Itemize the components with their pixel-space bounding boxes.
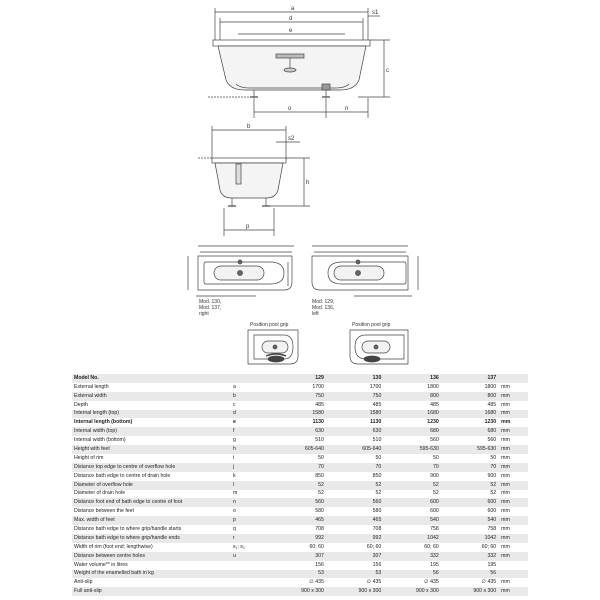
row-symbol: o (231, 507, 269, 516)
plan-captions (199, 299, 391, 328)
row-label: Width of rim (foot end; lengthwise) (72, 543, 231, 552)
row-label: Height with feet (72, 445, 231, 454)
dim-label-c: c (386, 68, 389, 74)
row-value-137: 800 (441, 392, 498, 401)
row-value-136: 52 (383, 481, 440, 490)
row-value-137: 600 (441, 507, 498, 516)
row-value-129: 50 (269, 454, 326, 463)
table-row (72, 401, 528, 410)
row-label: Internal length (top) (72, 410, 231, 419)
table-header-row (72, 374, 528, 383)
header-unit (498, 374, 528, 383)
table-row (72, 498, 528, 507)
row-value-129: 52 (269, 481, 326, 490)
row-label: Anti-slip (72, 578, 231, 587)
row-value-129: 900 x 300 (269, 587, 326, 596)
row-value-136: 600 (383, 507, 440, 516)
row-value-129: 1700 (269, 383, 326, 392)
row-value-137: 900 x 300 (441, 587, 498, 596)
row-value-129: 580 (269, 507, 326, 516)
row-symbol: u (231, 552, 269, 561)
row-value-136: 560 (383, 436, 440, 445)
row-value-136: 1680 (383, 410, 440, 419)
row-symbol: r (231, 534, 269, 543)
table-row (72, 587, 528, 596)
row-value-137: 540 (441, 516, 498, 525)
row-unit: mm (498, 507, 528, 516)
row-label: Diameter of drain hole (72, 490, 231, 499)
table-row (72, 454, 528, 463)
row-unit: mm (498, 534, 528, 543)
row-value-130: 52 (326, 490, 383, 499)
row-symbol: j (231, 463, 269, 472)
row-symbol: e (231, 418, 269, 427)
table-row (72, 543, 528, 552)
row-label: External length (72, 383, 231, 392)
row-symbol: a (231, 383, 269, 392)
row-label: Internal length (bottom) (72, 418, 231, 427)
row-value-137: 485 (441, 401, 498, 410)
row-value-136: 600 (383, 498, 440, 507)
header-model-136: 136 (383, 374, 440, 383)
row-symbol: b (231, 392, 269, 401)
row-symbol: f (231, 427, 269, 436)
row-unit: mm (498, 587, 528, 596)
grip-caption-2: Position pool grip (352, 322, 391, 328)
row-label: Depth (72, 401, 231, 410)
row-label: Weight of the enamelled bath in kg (72, 570, 231, 579)
row-value-136: 595-630 (383, 445, 440, 454)
table-row (72, 383, 528, 392)
row-label: Full anti-slip (72, 587, 231, 596)
row-value-129: 156 (269, 561, 326, 570)
row-value-129: ∅ 435 (269, 578, 326, 587)
dim-label-a: a (291, 6, 295, 12)
row-value-137: 595-630 (441, 445, 498, 454)
row-value-136: 540 (383, 516, 440, 525)
dim-label-s2: s2 (288, 136, 295, 142)
row-symbol: i (231, 454, 269, 463)
row-value-130: 1130 (326, 418, 383, 427)
row-label: Distance between centre holes (72, 552, 231, 561)
row-symbol: h (231, 445, 269, 454)
table-row (72, 392, 528, 401)
table-row (72, 445, 528, 454)
row-value-136: 1230 (383, 418, 440, 427)
row-symbol: m (231, 490, 269, 499)
row-value-137: 1680 (441, 410, 498, 419)
table-row (72, 490, 528, 499)
table-row (72, 427, 528, 436)
row-symbol (231, 561, 269, 570)
row-value-130: 50 (326, 454, 383, 463)
row-value-130: 510 (326, 436, 383, 445)
table-row (72, 472, 528, 481)
row-value-130: 1580 (326, 410, 383, 419)
row-value-137: 1042 (441, 534, 498, 543)
row-value-129: 60; 60 (269, 543, 326, 552)
row-value-130: 708 (326, 525, 383, 534)
table-row (72, 436, 528, 445)
row-unit: mm (498, 445, 528, 454)
grip-caption-1: Position pool grip (250, 322, 289, 328)
row-value-136: 50 (383, 454, 440, 463)
row-value-130: 1700 (326, 383, 383, 392)
row-unit: mm (498, 552, 528, 561)
row-value-136: 332 (383, 552, 440, 561)
row-value-137: 332 (441, 552, 498, 561)
row-value-137: 1230 (441, 418, 498, 427)
dim-label-o: o (288, 106, 292, 112)
row-label: Water volume** in litres (72, 561, 231, 570)
row-value-136: 56 (383, 570, 440, 579)
row-value-136: 52 (383, 490, 440, 499)
row-symbol: g (231, 436, 269, 445)
dim-label-d: d (289, 16, 293, 22)
row-value-137: 70 (441, 463, 498, 472)
table-row (72, 481, 528, 490)
table-row (72, 552, 528, 561)
row-value-136: 900 (383, 472, 440, 481)
row-symbol: c (231, 401, 269, 410)
row-value-130: 560 (326, 498, 383, 507)
row-symbol: p (231, 516, 269, 525)
row-value-137: 758 (441, 525, 498, 534)
row-unit: mm (498, 463, 528, 472)
row-value-129: 485 (269, 401, 326, 410)
grip-position-left (350, 330, 408, 364)
dim-label-s1: s1 (372, 10, 379, 16)
row-value-129: 992 (269, 534, 326, 543)
row-symbol: q (231, 525, 269, 534)
row-unit: mm (498, 490, 528, 499)
row-value-129: 52 (269, 490, 326, 499)
header-symbol (231, 374, 269, 383)
row-label: Distance bath edge to centre of drain hole (72, 472, 231, 481)
row-label: Distance bath edge to where grip/handle starts (72, 525, 231, 534)
row-unit: mm (498, 418, 528, 427)
row-value-130: 465 (326, 516, 383, 525)
row-label: Diameter of overflow hole (72, 481, 231, 490)
table-row (72, 570, 528, 579)
row-value-130: 605-640 (326, 445, 383, 454)
row-label: Distance top edge to centre of overflow hole (72, 463, 231, 472)
row-unit: mm (498, 383, 528, 392)
row-value-136: 900 x 300 (383, 587, 440, 596)
row-symbol: k (231, 472, 269, 481)
header-model-130: 130 (326, 374, 383, 383)
row-value-136: 1042 (383, 534, 440, 543)
row-value-136: 60; 60 (383, 543, 440, 552)
table-row (72, 525, 528, 534)
row-label: Distance bath edge to where grip/handle ends (72, 534, 231, 543)
row-unit: mm (498, 498, 528, 507)
row-value-130: ∅ 435 (326, 578, 383, 587)
row-value-130: 70 (326, 463, 383, 472)
row-value-130: 850 (326, 472, 383, 481)
plan-view-left (312, 246, 418, 296)
row-symbol: d (231, 410, 269, 419)
table-row (72, 463, 528, 472)
row-label: Internal width (bottom) (72, 436, 231, 445)
table-row (72, 507, 528, 516)
dim-label-e: e (289, 28, 293, 34)
row-unit: mm (498, 543, 528, 552)
caption-right-line1: Mod. 130, (199, 299, 222, 305)
row-value-137: 680 (441, 427, 498, 436)
row-symbol (231, 570, 269, 579)
row-label: Height of rim (72, 454, 231, 463)
side-view-drawing (208, 8, 390, 118)
row-unit (498, 570, 528, 579)
row-value-137: 195 (441, 561, 498, 570)
row-value-129: 708 (269, 525, 326, 534)
row-value-130: 485 (326, 401, 383, 410)
row-unit: mm (498, 392, 528, 401)
table-row (72, 418, 528, 427)
row-value-130: 580 (326, 507, 383, 516)
table-row (72, 561, 528, 570)
row-value-129: 53 (269, 570, 326, 579)
table-row (72, 410, 528, 419)
row-unit: mm (498, 578, 528, 587)
header-model-129: 129 (269, 374, 326, 383)
row-unit (498, 561, 528, 570)
row-value-129: 605-640 (269, 445, 326, 454)
row-value-130: 992 (326, 534, 383, 543)
dim-label-p: p (246, 224, 250, 230)
row-value-129: 70 (269, 463, 326, 472)
row-value-136: 758 (383, 525, 440, 534)
row-value-130: 307 (326, 552, 383, 561)
row-unit: mm (498, 410, 528, 419)
row-label: Distance between the feet (72, 507, 231, 516)
row-symbol (231, 578, 269, 587)
dim-label-n: n (345, 106, 349, 112)
row-value-130: 630 (326, 427, 383, 436)
row-value-129: 850 (269, 472, 326, 481)
table-row (72, 578, 528, 587)
row-value-136: ∅ 435 (383, 578, 440, 587)
end-view-drawing (198, 126, 310, 236)
row-value-137: 60; 60 (441, 543, 498, 552)
row-label: Distance foot end of bath edge to centre of foot (72, 498, 231, 507)
table-row (72, 534, 528, 543)
row-unit: mm (498, 454, 528, 463)
row-value-130: 900 x 300 (326, 587, 383, 596)
row-value-136: 195 (383, 561, 440, 570)
row-value-137: 56 (441, 570, 498, 579)
caption-left-line2: Mod. 136, (312, 305, 335, 311)
row-value-129: 1130 (269, 418, 326, 427)
row-value-130: 52 (326, 481, 383, 490)
row-value-136: 800 (383, 392, 440, 401)
row-symbol (231, 587, 269, 596)
caption-right-line3: right (199, 311, 209, 317)
row-unit: mm (498, 401, 528, 410)
row-symbol: l (231, 481, 269, 490)
caption-left-line1: Mod. 129, (312, 299, 335, 305)
row-value-137: ∅ 435 (441, 578, 498, 587)
row-label: Max. width of feet (72, 516, 231, 525)
header-model-137: 137 (441, 374, 498, 383)
row-unit: mm (498, 525, 528, 534)
row-value-137: 52 (441, 490, 498, 499)
row-unit: mm (498, 516, 528, 525)
dim-label-h: h (306, 180, 310, 186)
row-value-137: 560 (441, 436, 498, 445)
row-value-129: 307 (269, 552, 326, 561)
plan-view-right (188, 246, 294, 296)
row-value-136: 1800 (383, 383, 440, 392)
row-value-137: 1800 (441, 383, 498, 392)
row-unit: mm (498, 436, 528, 445)
row-unit: mm (498, 472, 528, 481)
row-value-129: 630 (269, 427, 326, 436)
row-value-136: 485 (383, 401, 440, 410)
dim-label-b: b (247, 124, 251, 130)
row-unit: mm (498, 481, 528, 490)
row-value-129: 750 (269, 392, 326, 401)
caption-left-line3: left (312, 311, 319, 317)
row-value-136: 70 (383, 463, 440, 472)
row-unit: mm (498, 427, 528, 436)
spec-table (72, 374, 528, 596)
row-value-137: 52 (441, 481, 498, 490)
row-label: Internal width (top) (72, 427, 231, 436)
header-label: Model No. (72, 374, 231, 383)
row-value-129: 510 (269, 436, 326, 445)
row-value-136: 680 (383, 427, 440, 436)
row-value-129: 465 (269, 516, 326, 525)
row-value-137: 50 (441, 454, 498, 463)
row-value-130: 60; 60 (326, 543, 383, 552)
row-symbol: n (231, 498, 269, 507)
row-value-129: 1580 (269, 410, 326, 419)
row-value-130: 53 (326, 570, 383, 579)
row-value-129: 560 (269, 498, 326, 507)
row-value-130: 750 (326, 392, 383, 401)
row-label: External width (72, 392, 231, 401)
row-value-137: 600 (441, 498, 498, 507)
grip-position-right (248, 330, 298, 364)
row-value-130: 156 (326, 561, 383, 570)
row-symbol: s₁; s₂ (231, 543, 269, 552)
caption-right-line2: Mod. 137, (199, 305, 222, 311)
table-row (72, 516, 528, 525)
row-value-137: 900 (441, 472, 498, 481)
